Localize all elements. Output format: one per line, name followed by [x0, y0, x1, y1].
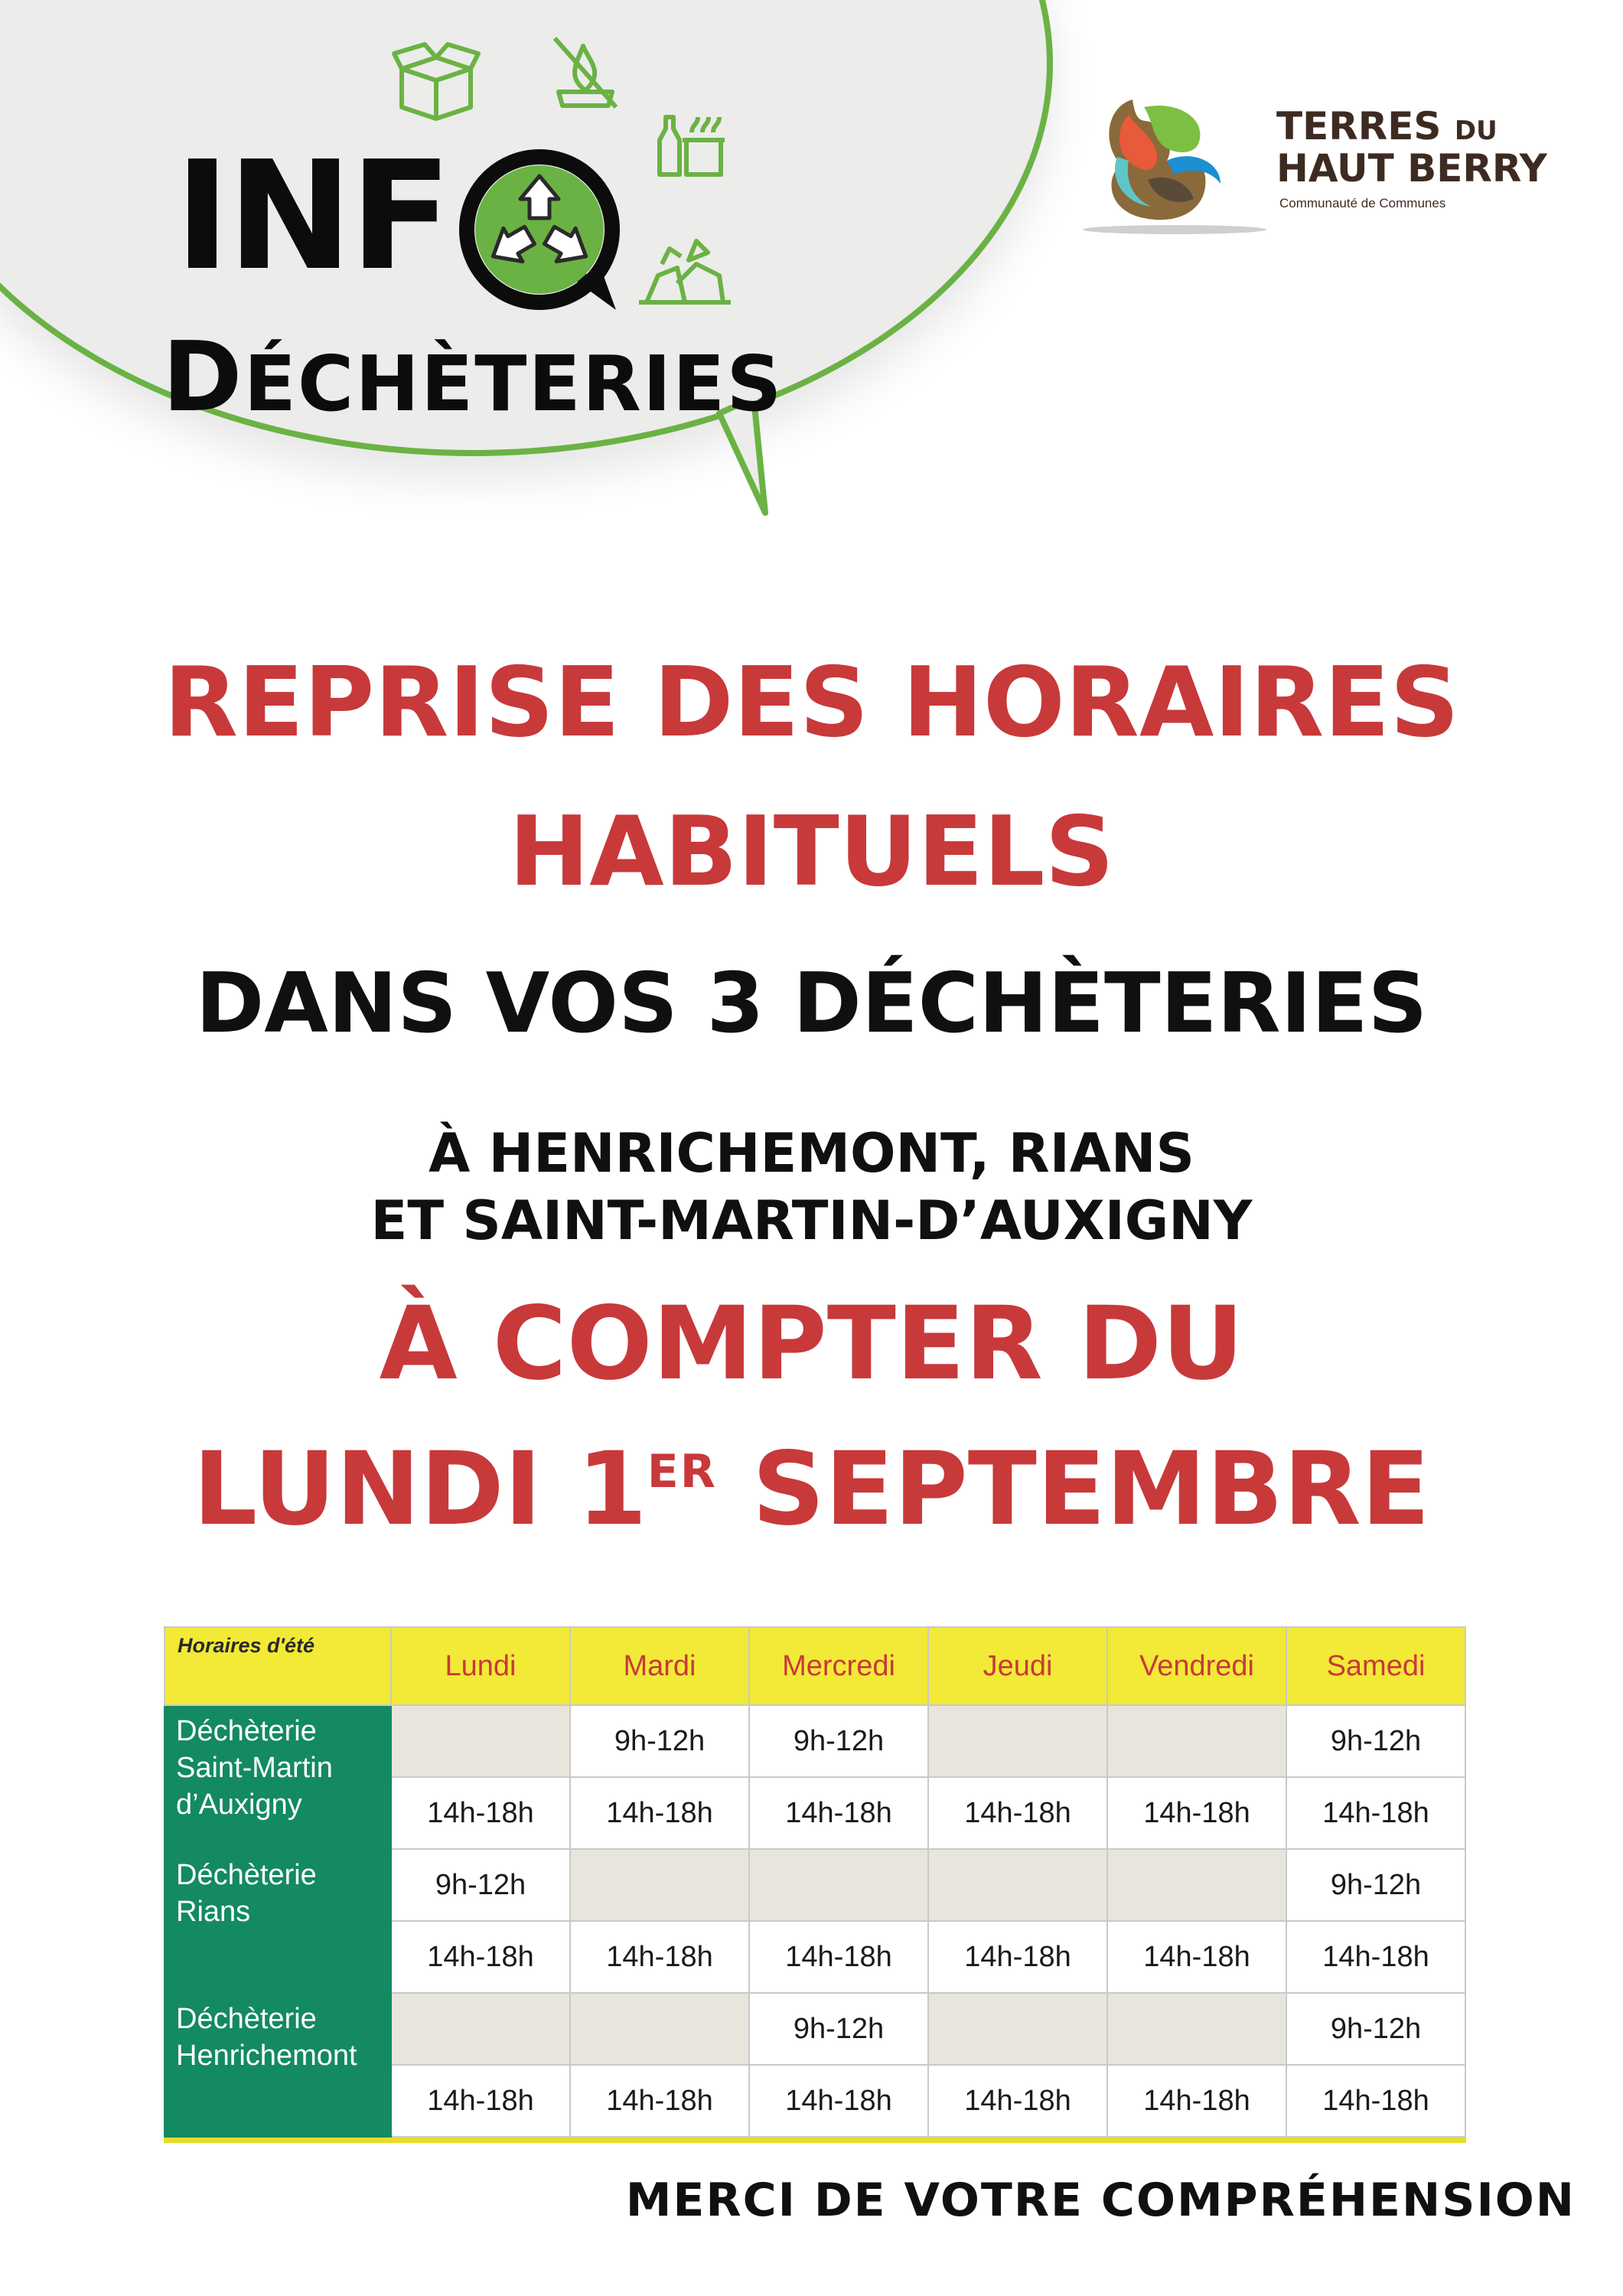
hours-cell: 14h-18h: [928, 2065, 1107, 2137]
hours-cell: 14h-18h: [928, 1777, 1107, 1849]
site-name-rians: [165, 1849, 391, 1993]
hours-cell: 14h-18h: [570, 1777, 749, 1849]
headline-line2: HABITUELS: [508, 795, 1115, 908]
headline-lundi: LUNDI 1: [193, 1430, 647, 1548]
table-header-row: [165, 1627, 1465, 1705]
headline-line6: À COMPTER DU: [379, 1285, 1244, 1403]
no-burning-icon: [543, 31, 627, 111]
logo-name-line2: HAUT BERRY: [1276, 146, 1547, 191]
schedule-table-container: [164, 1626, 1466, 2143]
logo-name-line1: [1276, 104, 1498, 148]
site-name-line: Déchèterie: [176, 1715, 317, 1747]
table-row: [165, 1993, 1465, 2065]
headline-line5: ET SAINT-MARTIN-D’AUXIGNY: [370, 1189, 1253, 1252]
site-name-line: Déchèterie: [176, 1859, 317, 1891]
day-header: Jeudi: [928, 1627, 1107, 1705]
site-name-line: d’Auxigny: [176, 1788, 302, 1821]
decheteries-rest: ÉCHÈTERIES: [243, 339, 784, 429]
hours-cell: 9h-12h: [1286, 1705, 1465, 1777]
logo-du: DU: [1454, 116, 1498, 146]
hours-cell-closed: [749, 1849, 928, 1921]
hours-cell: 14h-18h: [570, 2065, 749, 2137]
hours-cell-closed: [1107, 1705, 1286, 1777]
day-header: Vendredi: [1107, 1627, 1286, 1705]
hours-cell: 14h-18h: [1286, 1777, 1465, 1849]
hours-cell: 14h-18h: [1286, 2065, 1465, 2137]
recycle-icon: [444, 145, 635, 321]
hours-cell: 9h-12h: [749, 1705, 928, 1777]
site-name-line: Saint-Martin: [176, 1751, 333, 1784]
day-header: Lundi: [391, 1627, 570, 1705]
hours-cell-closed: [928, 1705, 1107, 1777]
decheteries-title: [162, 321, 784, 433]
thank-you-message: MERCI DE VOTRE COMPRÉHENSION: [625, 2174, 1576, 2227]
hours-cell: 9h-12h: [1286, 1849, 1465, 1921]
hours-cell-closed: [391, 1993, 570, 2065]
hours-cell: 14h-18h: [391, 1777, 570, 1849]
hours-cell-closed: [391, 1705, 570, 1777]
logo-subtitle: Communauté de Communes: [1279, 196, 1446, 210]
hours-cell-closed: [928, 1849, 1107, 1921]
hours-cell: 14h-18h: [1107, 1777, 1286, 1849]
hours-cell: 14h-18h: [391, 2065, 570, 2137]
site-name-line: Rians: [176, 1895, 251, 1928]
day-header: Mardi: [570, 1627, 749, 1705]
info-title: INF: [174, 129, 449, 304]
terres-du-haut-berry-logo: [1075, 84, 1266, 245]
decheteries-initial: D: [162, 321, 244, 433]
hours-cell-closed: [928, 1993, 1107, 2065]
site-name-line: Déchèterie: [176, 2003, 317, 2035]
hours-cell: 14h-18h: [391, 1921, 570, 1993]
hours-cell-closed: [1107, 1849, 1286, 1921]
hours-cell: 9h-12h: [1286, 1993, 1465, 2065]
hours-cell: 14h-18h: [1286, 1921, 1465, 1993]
hours-cell-closed: [570, 1849, 749, 1921]
site-name-line: Henrichemont: [176, 2039, 357, 2072]
headline-line1: REPRISE DES HORAIRES: [163, 646, 1460, 758]
hours-cell: 14h-18h: [1107, 2065, 1286, 2137]
hours-cell: 14h-18h: [749, 1777, 928, 1849]
hours-cell: 14h-18h: [928, 1921, 1107, 1993]
bottles-jar-icon: [644, 98, 728, 182]
hours-cell: 14h-18h: [749, 1921, 928, 1993]
day-header: Mercredi: [749, 1627, 928, 1705]
hours-cell: 14h-18h: [749, 2065, 928, 2137]
site-name-henrichemont: [165, 1993, 391, 2137]
headline-ordinal-suffix: ER: [647, 1445, 717, 1499]
hours-cell-closed: [570, 1993, 749, 2065]
headline-line3: DANS VOS 3 DÉCHÈTERIES: [195, 956, 1428, 1052]
day-header: Samedi: [1286, 1627, 1465, 1705]
hours-cell: 9h-12h: [570, 1705, 749, 1777]
hours-cell-closed: [1107, 1993, 1286, 2065]
cardboard-box-icon: [390, 38, 482, 122]
schedule-table: [164, 1626, 1466, 2138]
rubble-pile-icon: [635, 230, 735, 310]
hours-cell: 9h-12h: [391, 1849, 570, 1921]
table-corner-label: Horaires d'été: [165, 1627, 391, 1705]
hours-cell: 14h-18h: [1107, 1921, 1286, 1993]
logo-terres: TERRES: [1276, 104, 1455, 148]
table-row: [165, 1705, 1465, 1777]
hours-cell: 14h-18h: [570, 1921, 749, 1993]
site-name-saint-martin: [165, 1705, 391, 1849]
hours-cell: 9h-12h: [749, 1993, 928, 2065]
table-row: [165, 1849, 1465, 1921]
headline-septembre: SEPTEMBRE: [716, 1430, 1430, 1548]
headline-line4: À HENRICHEMONT, RIANS: [429, 1122, 1194, 1185]
headline-line7: [0, 1430, 1623, 1548]
